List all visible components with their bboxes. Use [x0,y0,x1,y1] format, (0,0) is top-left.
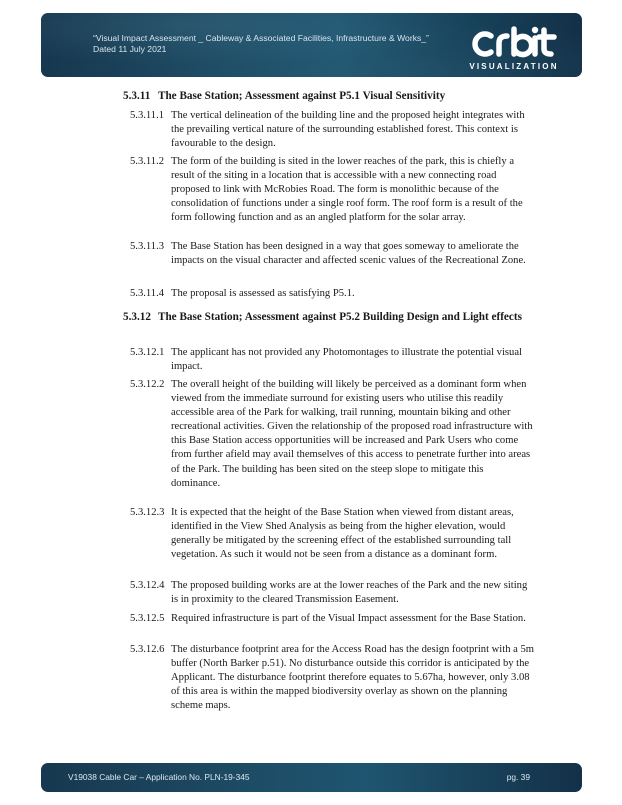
paragraph [130,506,535,562]
paragraph-number: 5.3.11.3 [130,241,165,252]
footer-document-ref: V19038 Cable Car – Application No. PLN-19-345 [68,772,250,782]
page-header [41,13,582,77]
header-title: “Visual Impact Assessment _ Cableway & Associated Facilities, Infrastructure & Works_” [93,33,429,43]
page-footer [41,763,582,792]
paragraph-number: 5.3.11.4 [130,288,165,299]
orbit-logo [468,26,560,71]
paragraph-text: The proposal is assessed as satisfying P5.1. [171,288,355,299]
paragraph-text: The form of the building is sited in the lower reaches of the park, this is chiefly a result of the siting in a location that is accessible with a new connecting road proposed to link with McRobies Road. The form is monolithic because of the consolidation of functions under a single roof form. The roof form is a result of the form following function and as an angled platform for the solar array. [171,156,523,224]
paragraph [130,643,535,713]
section-number: 5.3.11 [123,90,151,102]
section-number: 5.3.12 [123,311,151,323]
header-date: Dated 11 July 2021 [93,44,167,54]
paragraph [130,287,535,301]
section-title: The Base Station; Assessment against P5.2 Building Design and Light effects [158,311,522,323]
orbit-logo-mark [471,26,557,60]
paragraph [130,109,535,151]
paragraph-text: The vertical delineation of the building line and the proposed height integrates with the prevailing vertical nature of the surrounding established forest. This context is favourable to the design. [171,110,525,150]
paragraph-text: The overall height of the building will likely be perceived as a dominant form when viewed from the immediate surround for existing users who utilise this readily accessible area of the Park for walking, trail running, mountain biking and other recreational activities. Given the relationship of the proposed road infrastructure with this Base Station access opportunities will be increased and Park Users who come from further afield may avail themselves of this access to penetrate further into areas of the Park. The building has been sited on the steep slope to mitigate this dominance. [171,379,533,489]
paragraph-text: The applicant has not provided any Photomontages to illustrate the potential visual impact. [171,347,522,373]
paragraph-text: Required infrastructure is part of the Visual Impact assessment for the Base Station. [171,613,526,624]
paragraph [130,346,535,374]
section-heading-5-3-11 [123,89,548,104]
paragraph-number: 5.3.12.1 [130,347,165,358]
paragraph-text: The Base Station has been designed in a way that goes someway to ameliorate the impacts on the visual character and affected scenic values of the Recreational Zone. [171,241,526,267]
paragraph [130,579,535,607]
paragraph-number: 5.3.11.2 [130,156,165,167]
paragraph [130,240,535,268]
paragraph [130,612,535,626]
paragraph-number: 5.3.12.3 [130,507,165,518]
paragraph [130,378,535,491]
paragraph-text: It is expected that the height of the Base Station when viewed from distant areas, identified in the View Shed Analysis as being from the higher elevation, would generally be mitigated by the screening effect of the established surrounding tall vegetation. As such it would not be seen from a distance as a dominant form. [171,507,514,561]
page-number: pg. 39 [506,772,530,782]
paragraph-text: The disturbance footprint area for the Access Road has the design footprint with a 5m buffer (North Barker p.51). No disturbance outside this corridor is anticipated by the Applicant. The disturbance footprint therefore equates to 5.67ha, however, only 3.08 of this area is within the mapped biodiversity overlay as shown on the planning scheme maps. [171,644,535,712]
paragraph [130,155,535,225]
paragraph-number: 5.3.12.5 [130,613,165,624]
paragraph-text: The proposed building works are at the lower reaches of the Park and the new siting is in proximity to the cleared Transmission Easement. [171,580,528,606]
paragraph-number: 5.3.12.6 [130,644,165,655]
paragraph-number: 5.3.11.1 [130,110,165,121]
paragraph-number: 5.3.12.2 [130,379,165,390]
header-text [93,33,429,55]
paragraph-number: 5.3.12.4 [130,580,165,591]
section-title: The Base Station; Assessment against P5.1 Visual Sensitivity [158,90,446,102]
section-heading-5-3-12 [123,310,548,325]
logo-subtitle: VISUALIZATION [469,62,559,71]
